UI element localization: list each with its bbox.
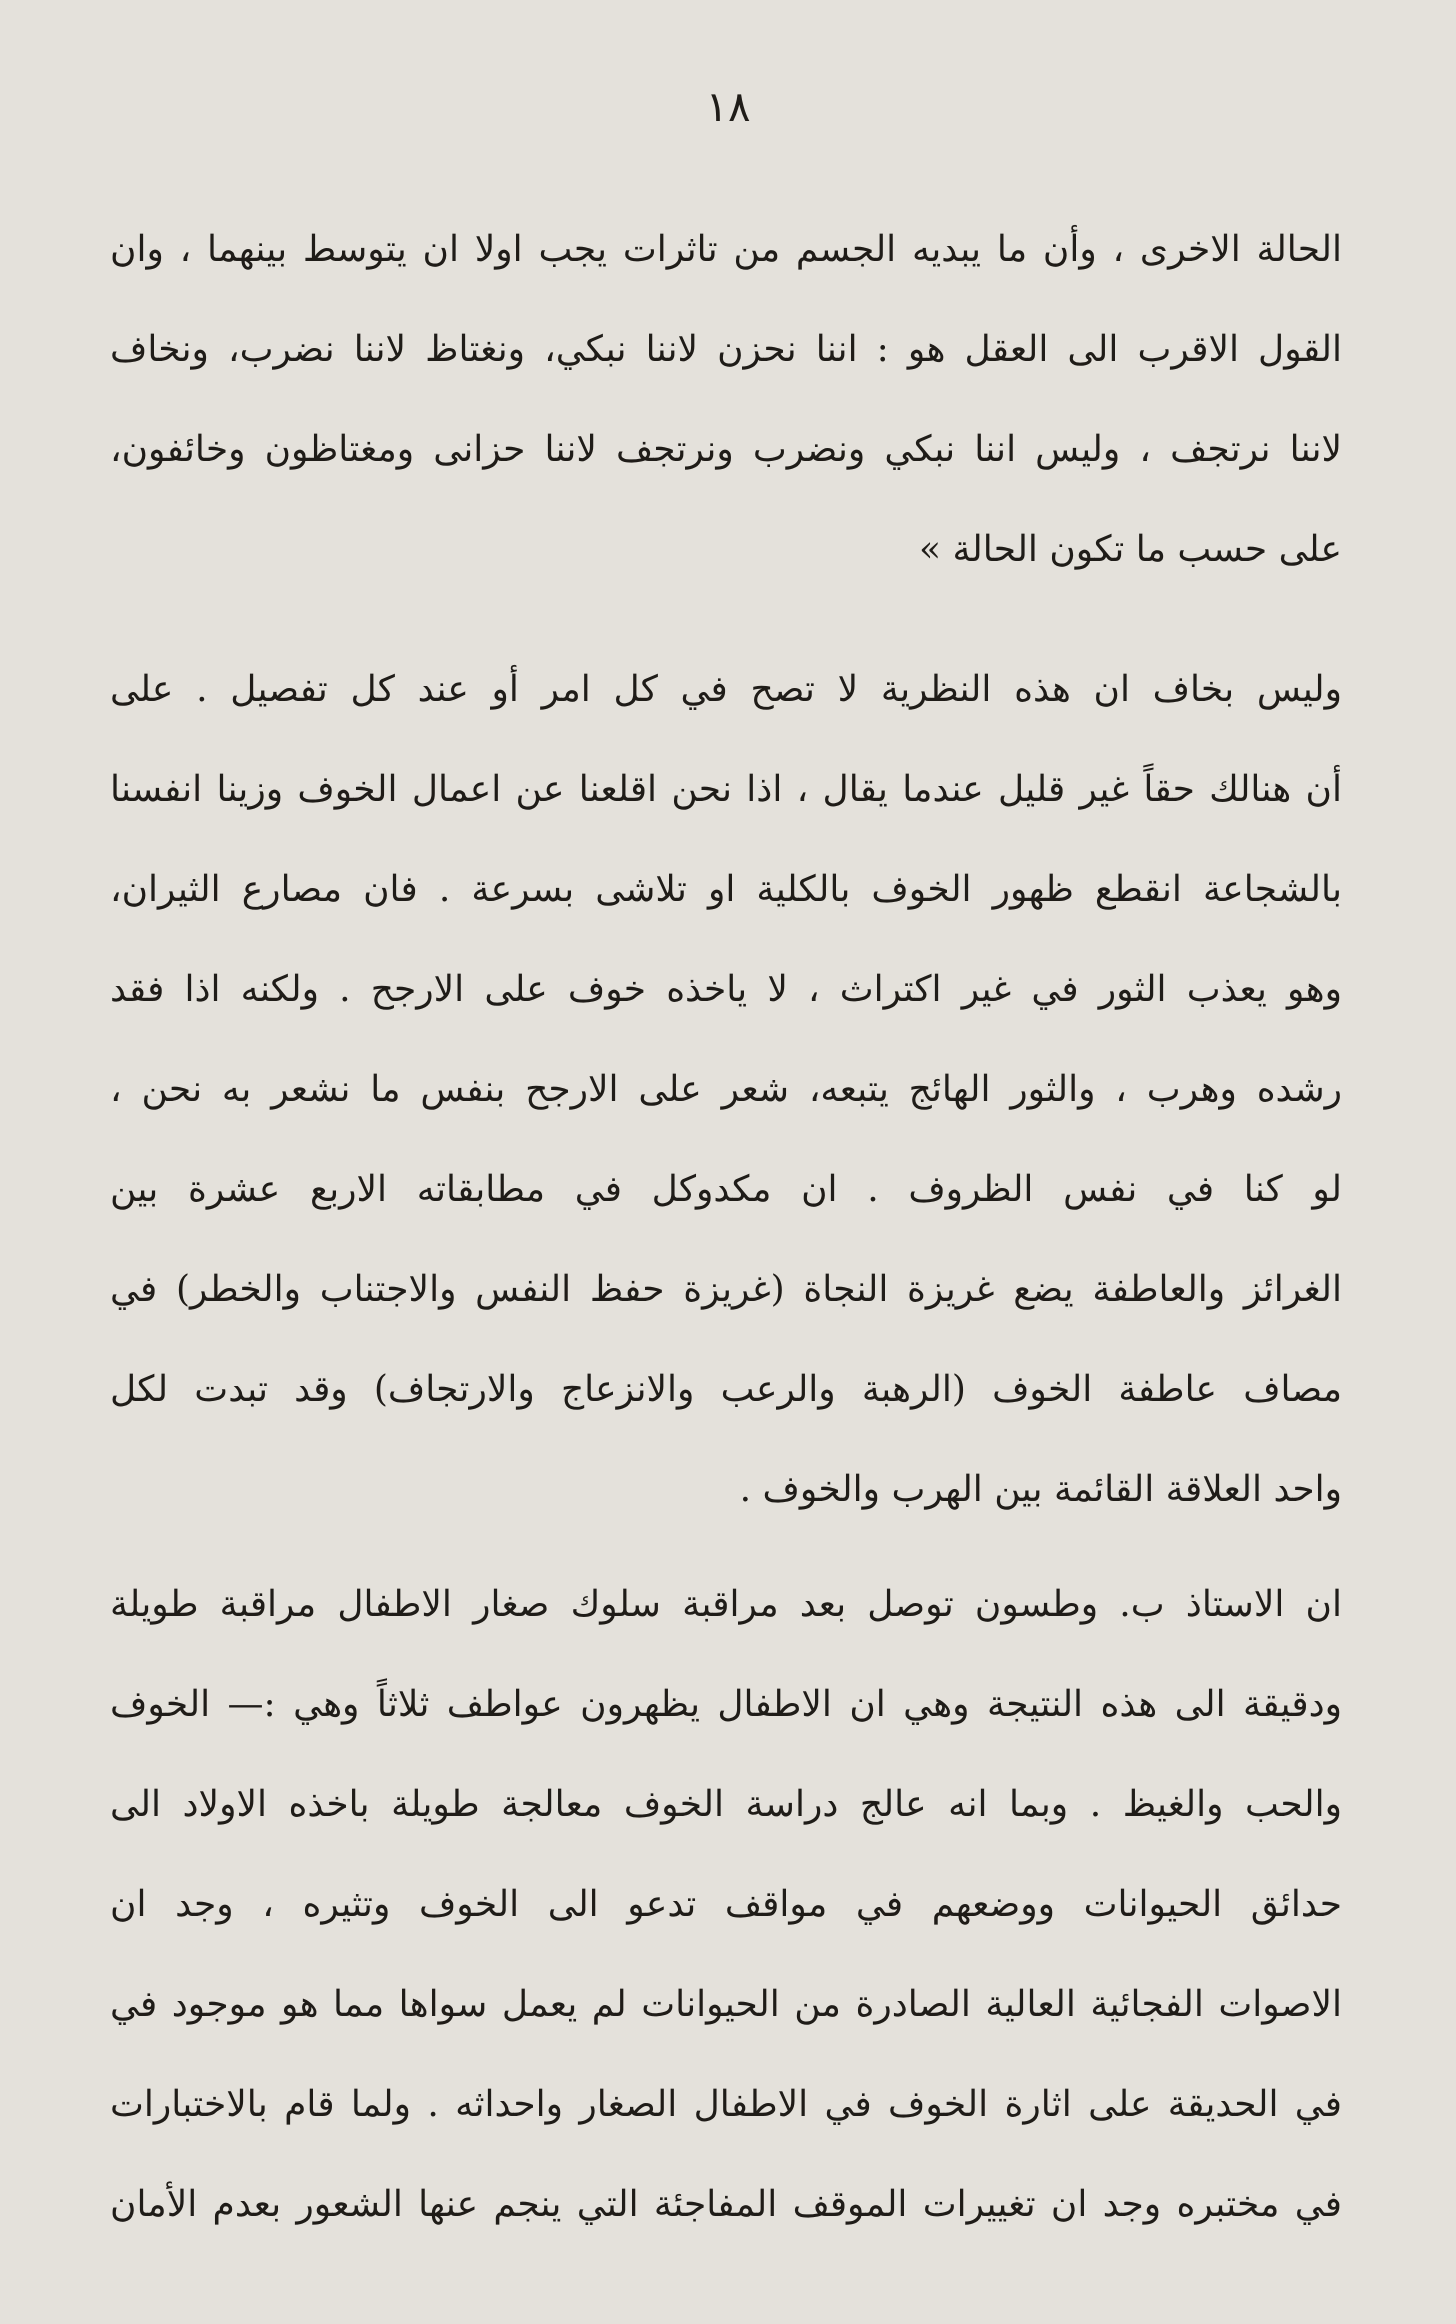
text-line: والحب والغيظ . وبما انه عالج دراسة الخوف معالجة طويلة باخذه الاولاد الى — [110, 1784, 1342, 1825]
text-line: بالشجاعة انقطع ظهور الخوف بالكلية او تلاشى بسرعة . فان مصارع الثيران، — [110, 869, 1342, 910]
text-line: وليس بخاف ان هذه النظرية لا تصح في كل امر أو عند كل تفصيل . على — [110, 669, 1342, 710]
text-line: الحالة الاخرى ، وأن ما يبديه الجسم من تاثرات يجب اولا ان يتوسط بينهما ، وان — [110, 229, 1342, 270]
text-line: مصاف عاطفة الخوف (الرهبة والرعب والانزعاج والارتجاف) وقد تبدت لكل — [110, 1369, 1342, 1410]
text-line: لو كنا في نفس الظروف . ان مكدوكل في مطابقاته الاربع عشرة بين — [110, 1169, 1342, 1210]
text-line: وهو يعذب الثور في غير اكتراث ، لا ياخذه خوف على الارجح . ولكنه اذا فقد — [110, 969, 1342, 1010]
text-line: ودقيقة الى هذه النتيجة وهي ان الاطفال يظهرون عواطف ثلاثاً وهي :— الخوف — [110, 1684, 1342, 1725]
text-line: رشده وهرب ، والثور الهائج يتبعه، شعر على الارجح بنفس ما نشعر به نحن ، — [110, 1069, 1342, 1110]
paragraph-1 — [110, 200, 1342, 600]
text-line: الغرائز والعاطفة يضع غريزة النجاة (غريزة حفظ النفس والاجتناب والخطر) في — [110, 1269, 1342, 1310]
text-line: ان الاستاذ ب. وطسون توصل بعد مراقبة سلوك صغار الاطفال مراقبة طويلة — [110, 1584, 1342, 1625]
text-line: لاننا نرتجف ، وليس اننا نبكي ونضرب ونرتجف لاننا حزانى ومغتاظون وخائفون، — [110, 429, 1342, 470]
text-line: واحد العلاقة القائمة بين الهرب والخوف . — [739, 1469, 1342, 1510]
paragraph-3 — [110, 1555, 1342, 2255]
text-line: الاصوات الفجائية العالية الصادرة من الحيوانات لم يعمل سواها مما هو موجود في — [110, 1984, 1342, 2025]
text-line: على حسب ما تكون الحالة » — [919, 529, 1342, 570]
page-number: ١٨ — [705, 82, 751, 131]
text-line: في مختبره وجد ان تغييرات الموقف المفاجئة التي ينجم عنها الشعور بعدم الأمان — [110, 2184, 1342, 2225]
text-line: في الحديقة على اثارة الخوف في الاطفال الصغار واحداثه . ولما قام بالاختبارات — [110, 2084, 1342, 2125]
text-line: حدائق الحيوانات ووضعهم في مواقف تدعو الى الخوف وتثيره ، وجد ان — [110, 1884, 1342, 1925]
paragraph-2 — [110, 640, 1342, 1540]
text-line: القول الاقرب الى العقل هو : اننا نحزن لاننا نبكي، ونغتاظ لاننا نضرب، ونخاف — [110, 329, 1342, 370]
text-line: أن هنالك حقاً غير قليل عندما يقال ، اذا نحن اقلعنا عن اعمال الخوف وزينا انفسنا — [110, 769, 1342, 810]
